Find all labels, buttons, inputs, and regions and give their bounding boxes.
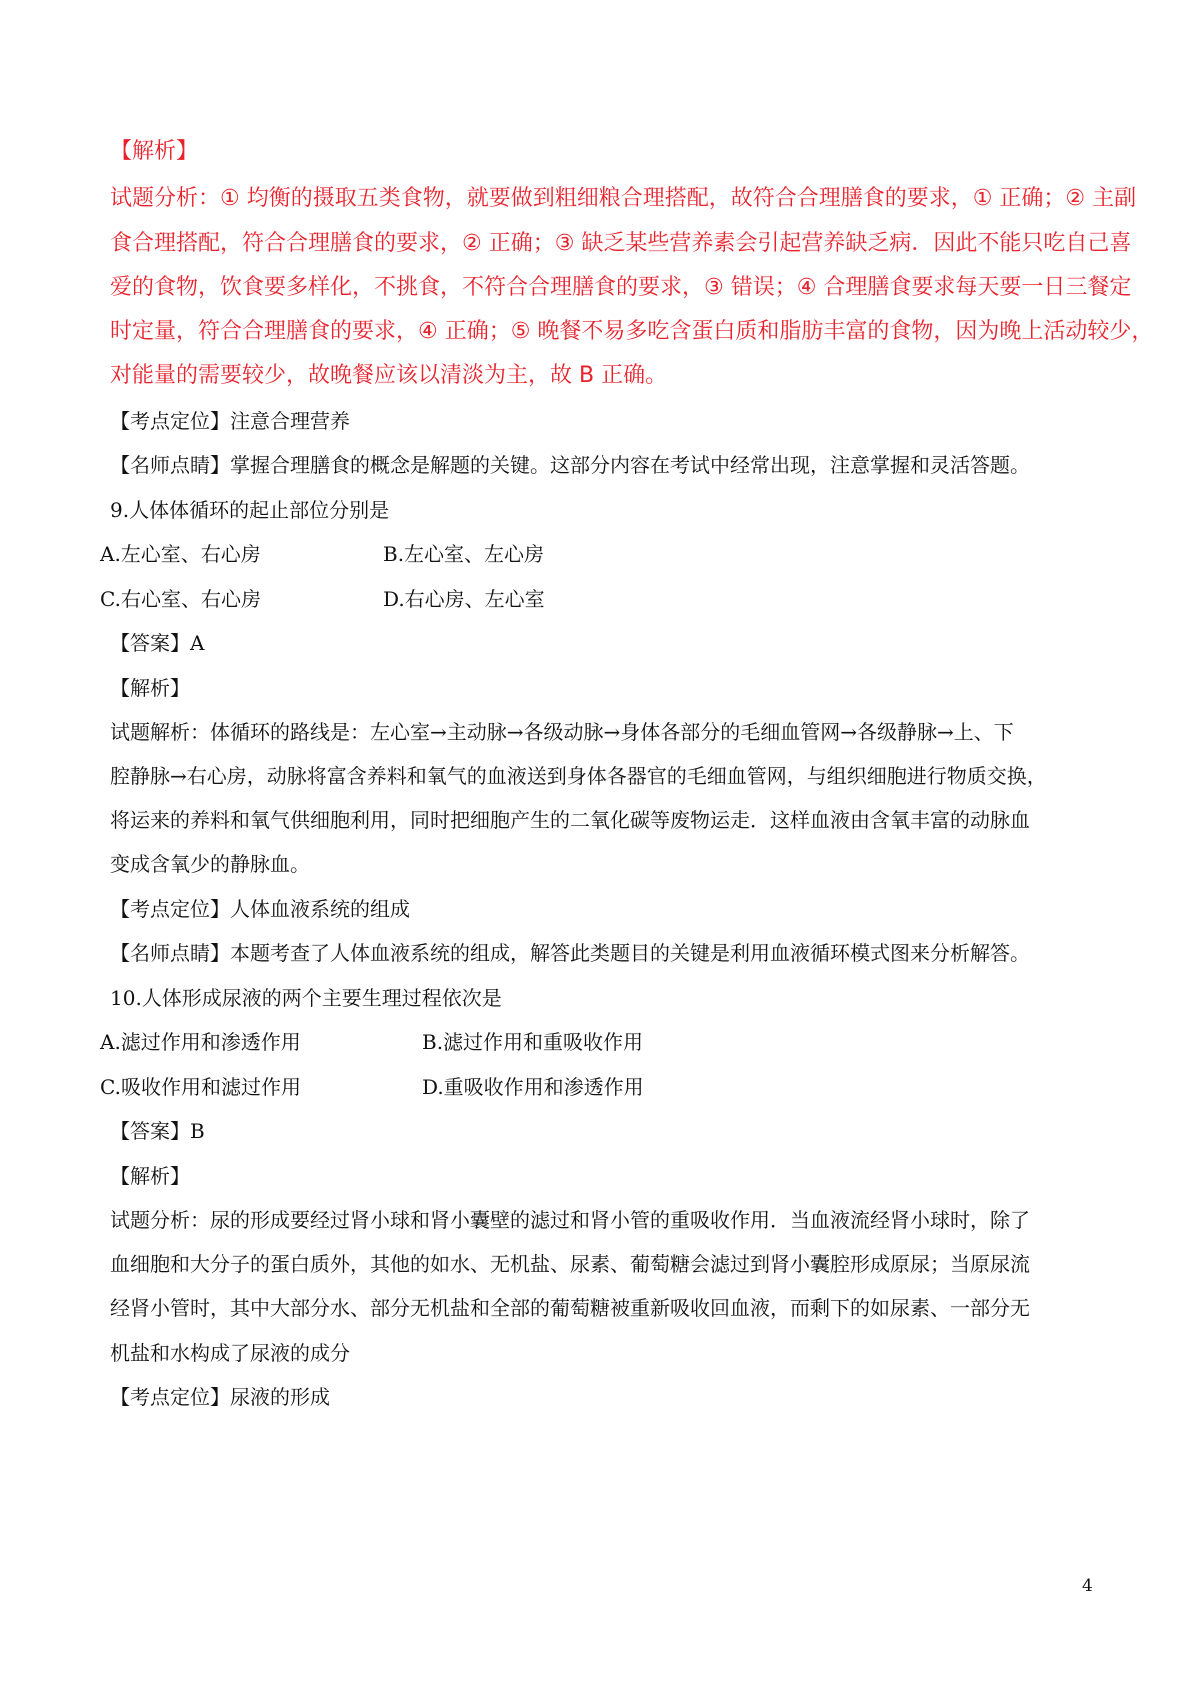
q9-kaodian: 【考点定位】人体血液系统的组成 [110, 897, 410, 921]
q10-option-d: D.重吸收作用和渗透作用 [422, 1075, 644, 1099]
q9-dianjing: 【名师点睛】本题考查了人体血液系统的组成，解答此类题目的关键是利用血液循环模式图来分析解答。 [110, 941, 1030, 965]
analysis-line-2: 食合理搭配，符合合理膳食的要求，② 正确；③ 缺乏某些营养素会引起营养缺乏病．因此不能只吃自己喜 [110, 231, 1132, 256]
dianjing-q8: 【名师点睛】掌握合理膳食的概念是解题的关键。这部分内容在考试中经常出现，注意掌握和灵活答题。 [110, 453, 1030, 477]
page-number: 4 [1082, 1576, 1093, 1596]
q9-analysis-line-2: 腔静脉→右心房，动脉将富含养料和氧气的血液送到身体各器官的毛细血管网，与组织细胞进行物质交换， [110, 764, 1047, 788]
q10-stem: 10.人体形成尿液的两个主要生理过程依次是 [110, 986, 502, 1010]
q9-option-c: C.右心室、右心房 [100, 587, 261, 611]
q10-analysis-line-1: 试题分析：尿的形成要经过肾小球和肾小囊壁的滤过和肾小管的重吸收作用．当血液流经肾小球时，除了 [110, 1208, 1030, 1232]
analysis-heading-red: 【解析】 [110, 139, 199, 164]
q9-jiexi-heading: 【解析】 [110, 676, 190, 700]
q9-option-b: B.左心室、左心房 [383, 542, 545, 566]
q9-analysis-line-3: 将运来的养料和氧气供细胞利用，同时把细胞产生的二氧化碳等废物运走．这样血液由含氧丰富的动脉血 [110, 808, 1030, 832]
q9-answer: 【答案】A [110, 631, 205, 655]
q10-option-b: B.滤过作用和重吸收作用 [422, 1030, 644, 1054]
q9-stem: 9.人体体循环的起止部位分别是 [110, 498, 390, 522]
q10-answer: 【答案】B [110, 1119, 205, 1143]
q10-kaodian: 【考点定位】尿液的形成 [110, 1385, 330, 1409]
analysis-line-4: 时定量，符合合理膳食的要求，④ 正确；⑤ 晚餐不易多吃含蛋白质和脂肪丰富的食物，因为晚上活动较少， [110, 319, 1154, 344]
kaodian-q8: 【考点定位】注意合理营养 [110, 409, 350, 433]
q10-jiexi-heading: 【解析】 [110, 1164, 190, 1188]
q10-option-a: A.滤过作用和渗透作用 [100, 1030, 301, 1054]
analysis-line-1: 试题分析：① 均衡的摄取五类食物，就要做到粗细粮合理搭配，故符合合理膳食的要求，① 正确；② 主副 [110, 186, 1137, 211]
q9-option-a: A.左心室、右心房 [100, 542, 261, 566]
q9-option-d: D.右心房、左心室 [383, 587, 545, 611]
q10-analysis-line-2: 血细胞和大分子的蛋白质外，其他的如水、无机盐、尿素、葡萄糖会滤过到肾小囊腔形成原尿；当原尿流 [110, 1252, 1030, 1276]
q10-analysis-line-3: 经肾小管时，其中大部分水、部分无机盐和全部的葡萄糖被重新吸收回血液，而剩下的如尿素、一部分无 [110, 1296, 1030, 1320]
q10-analysis-line-4: 机盐和水构成了尿液的成分 [110, 1341, 350, 1365]
q9-analysis-line-1: 试题解析：体循环的路线是：左心室→主动脉→各级动脉→身体各部分的毛细血管网→各级静脉→上、下 [110, 720, 1014, 744]
analysis-line-3: 爱的食物，饮食要多样化，不挑食，不符合合理膳食的要求，③ 错误；④ 合理膳食要求每天要一日三餐定 [110, 275, 1132, 300]
analysis-line-5: 对能量的需要较少，故晚餐应该以清淡为主，故 B 正确。 [110, 363, 668, 388]
q10-option-c: C.吸收作用和滤过作用 [100, 1075, 301, 1099]
q9-analysis-line-4: 变成含氧少的静脉血。 [110, 852, 310, 876]
